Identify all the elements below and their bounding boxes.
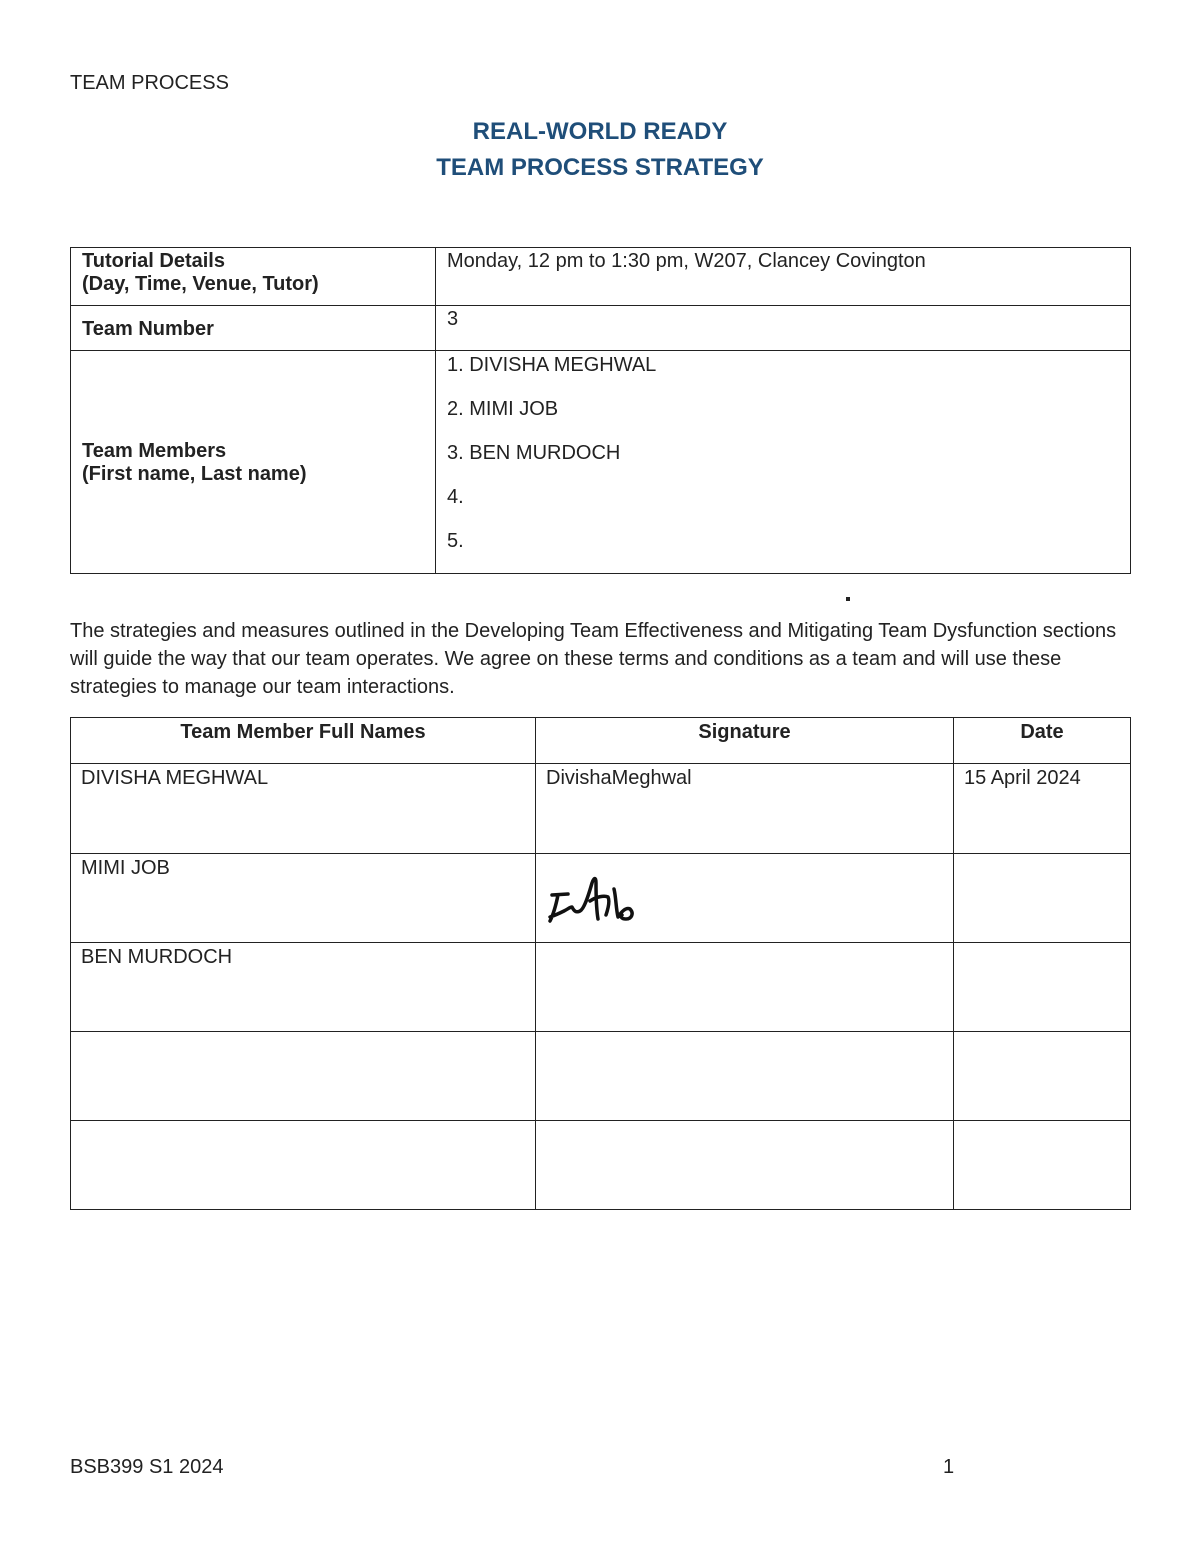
team-members-label-cell bbox=[71, 351, 436, 574]
team-members-sublabel: (First name, Last name) bbox=[82, 463, 307, 485]
date-cell bbox=[954, 1121, 1131, 1210]
table-row bbox=[71, 764, 1131, 854]
signature-cell bbox=[536, 943, 954, 1032]
member-name-cell: MIMI JOB bbox=[71, 854, 536, 943]
signature-cell: DivishaMeghwal bbox=[536, 764, 954, 854]
team-number-value: 3 bbox=[436, 306, 1131, 351]
signature-column-header: Signature bbox=[536, 718, 954, 764]
table-row bbox=[71, 943, 1131, 1032]
footer-page-number: 1 bbox=[943, 1456, 955, 1478]
team-number-label: Team Number bbox=[71, 306, 436, 351]
signature-table bbox=[70, 717, 1131, 1210]
team-number-row bbox=[71, 306, 1131, 351]
team-members-label: Team Members bbox=[82, 440, 227, 462]
team-members-row bbox=[71, 351, 1131, 574]
member-name-cell bbox=[71, 1032, 536, 1121]
signature-header-row bbox=[71, 718, 1131, 764]
handwritten-signature bbox=[546, 867, 666, 931]
team-member-item: 3. BEN MURDOCH bbox=[447, 442, 621, 464]
signature-cell bbox=[536, 854, 954, 943]
tutorial-details-label: Tutorial Details bbox=[82, 250, 225, 272]
signature-cell bbox=[536, 1032, 954, 1121]
team-member-item: 2. MIMI JOB bbox=[447, 398, 559, 420]
member-name-cell: BEN MURDOCH bbox=[71, 943, 536, 1032]
date-cell bbox=[954, 854, 1131, 943]
document-title: REAL-WORLD READY bbox=[472, 118, 728, 145]
member-name-cell: DIVISHA MEGHWAL bbox=[71, 764, 536, 854]
footer-course-code: BSB399 S1 2024 bbox=[70, 1456, 224, 1478]
team-members-list bbox=[436, 351, 1131, 574]
team-member-item: 4. bbox=[447, 486, 464, 508]
member-name-cell bbox=[71, 1121, 536, 1210]
table-row bbox=[71, 1032, 1131, 1121]
tutorial-details-label-cell bbox=[71, 248, 436, 306]
bullet-dot bbox=[846, 597, 850, 601]
date-cell bbox=[954, 943, 1131, 1032]
table-row bbox=[71, 1121, 1131, 1210]
document-subtitle: TEAM PROCESS STRATEGY bbox=[436, 154, 764, 181]
date-column-header: Date bbox=[954, 718, 1131, 764]
team-member-item: 5. bbox=[447, 530, 464, 552]
table-row bbox=[71, 854, 1131, 943]
name-column-header: Team Member Full Names bbox=[71, 718, 536, 764]
agreement-paragraph: The strategies and measures outlined in the Developing Team Effectiveness and Mitigating Team Dysfunction sections will guide the way that our team operates. We agree on these terms and conditions as a team and will use these strategies to manage our team interactions. bbox=[70, 620, 1117, 698]
tutorial-details-row bbox=[71, 248, 1131, 306]
date-cell bbox=[954, 1032, 1131, 1121]
header-label: TEAM PROCESS bbox=[70, 72, 229, 94]
team-member-item: 1. DIVISHA MEGHWAL bbox=[447, 354, 657, 376]
team-details-table bbox=[70, 247, 1131, 574]
tutorial-details-value: Monday, 12 pm to 1:30 pm, W207, Clancey Covington bbox=[436, 248, 1131, 306]
tutorial-details-sublabel: (Day, Time, Venue, Tutor) bbox=[82, 273, 319, 295]
signature-cell bbox=[536, 1121, 954, 1210]
date-cell: 15 April 2024 bbox=[954, 764, 1131, 854]
